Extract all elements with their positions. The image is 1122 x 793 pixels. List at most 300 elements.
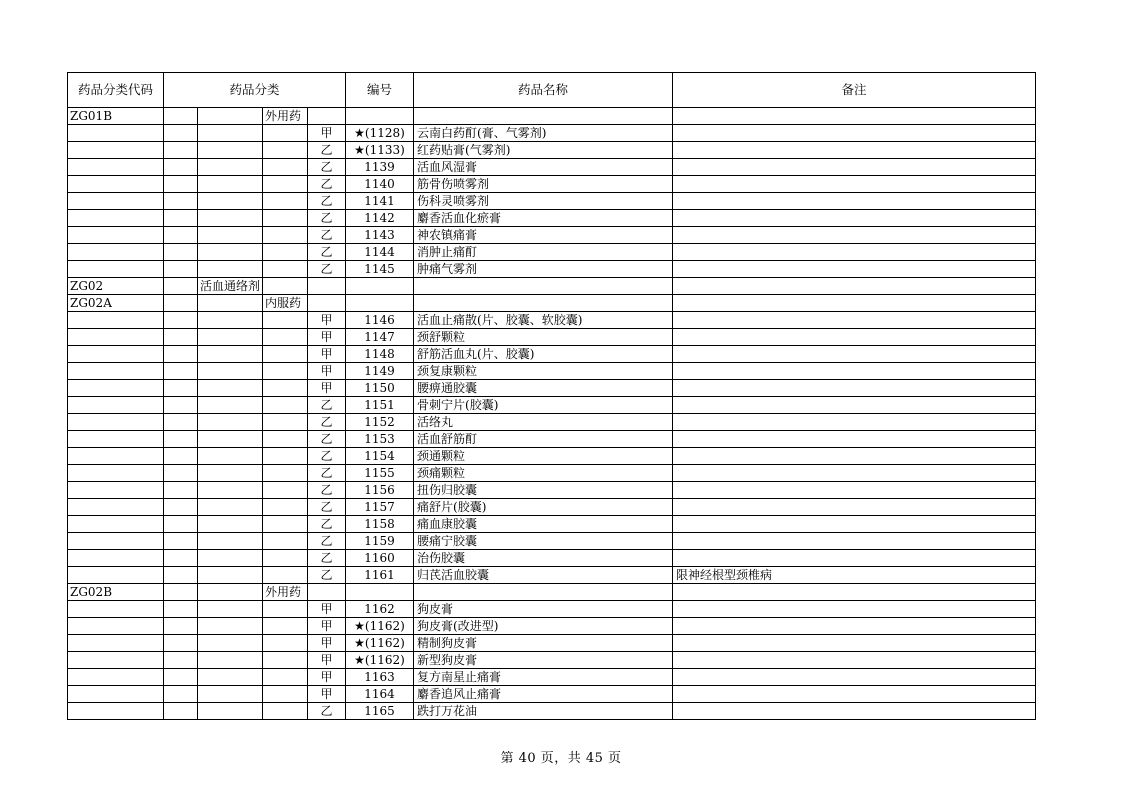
table-row bbox=[68, 312, 1036, 329]
cell-number: 1141 bbox=[346, 193, 414, 210]
table-row bbox=[68, 635, 1036, 652]
cell-category-level2 bbox=[198, 159, 263, 176]
cell-category-level3 bbox=[263, 380, 308, 397]
cell-grade: 乙 bbox=[308, 159, 346, 176]
table-row bbox=[68, 703, 1036, 720]
cell-category-level1 bbox=[164, 125, 198, 142]
cell-number: 1157 bbox=[346, 499, 414, 516]
cell-category-level1 bbox=[164, 414, 198, 431]
table-row bbox=[68, 142, 1036, 159]
cell-drug-name: 筋骨伤喷雾剂 bbox=[414, 176, 673, 193]
cell-code bbox=[68, 635, 164, 652]
table-row bbox=[68, 669, 1036, 686]
cell-drug-name bbox=[414, 584, 673, 601]
cell-note bbox=[673, 210, 1036, 227]
cell-note: 限神经根型颈椎病 bbox=[673, 567, 1036, 584]
cell-category-level2 bbox=[198, 448, 263, 465]
cell-drug-name: 痛舒片(胶囊) bbox=[414, 499, 673, 516]
cell-category-level2 bbox=[198, 176, 263, 193]
cell-number: 1155 bbox=[346, 465, 414, 482]
cell-category-level2 bbox=[198, 482, 263, 499]
cell-grade: 乙 bbox=[308, 193, 346, 210]
cell-grade: 甲 bbox=[308, 618, 346, 635]
cell-number: 1150 bbox=[346, 380, 414, 397]
cell-note bbox=[673, 278, 1036, 295]
table-row bbox=[68, 210, 1036, 227]
cell-number: 1162 bbox=[346, 601, 414, 618]
cell-category-level3 bbox=[263, 414, 308, 431]
cell-number: 1143 bbox=[346, 227, 414, 244]
cell-code bbox=[68, 550, 164, 567]
table-row bbox=[68, 482, 1036, 499]
cell-code bbox=[68, 482, 164, 499]
cell-category-level1 bbox=[164, 601, 198, 618]
cell-category-level2: 活血通络剂 bbox=[198, 278, 263, 295]
cell-category-level2 bbox=[198, 465, 263, 482]
cell-number: 1156 bbox=[346, 482, 414, 499]
cell-grade: 乙 bbox=[308, 210, 346, 227]
cell-category-level1 bbox=[164, 567, 198, 584]
cell-note bbox=[673, 516, 1036, 533]
cell-note bbox=[673, 295, 1036, 312]
cell-drug-name bbox=[414, 295, 673, 312]
cell-code bbox=[68, 618, 164, 635]
cell-note bbox=[673, 550, 1036, 567]
cell-category-level1 bbox=[164, 227, 198, 244]
cell-note bbox=[673, 159, 1036, 176]
cell-category-level1 bbox=[164, 363, 198, 380]
cell-number: 1139 bbox=[346, 159, 414, 176]
cell-category-level2 bbox=[198, 193, 263, 210]
cell-note bbox=[673, 533, 1036, 550]
header-row bbox=[68, 73, 1036, 108]
cell-number: 1151 bbox=[346, 397, 414, 414]
cell-code: ZG02B bbox=[68, 584, 164, 601]
cell-category-level3 bbox=[263, 516, 308, 533]
cell-note bbox=[673, 431, 1036, 448]
table-row bbox=[68, 431, 1036, 448]
cell-grade: 甲 bbox=[308, 635, 346, 652]
table-row bbox=[68, 533, 1036, 550]
cell-category-level1 bbox=[164, 431, 198, 448]
cell-category-level2 bbox=[198, 499, 263, 516]
cell-category-level3 bbox=[263, 193, 308, 210]
cell-number: ★(1133) bbox=[346, 142, 414, 159]
cell-code bbox=[68, 261, 164, 278]
cell-grade: 乙 bbox=[308, 176, 346, 193]
cell-category-level2 bbox=[198, 567, 263, 584]
cell-drug-name: 治伤胶囊 bbox=[414, 550, 673, 567]
table-row bbox=[68, 363, 1036, 380]
cell-category-level1 bbox=[164, 703, 198, 720]
table-row bbox=[68, 397, 1036, 414]
cell-code bbox=[68, 380, 164, 397]
cell-category-level3 bbox=[263, 499, 308, 516]
cell-code bbox=[68, 652, 164, 669]
cell-number: 1165 bbox=[346, 703, 414, 720]
table-row bbox=[68, 227, 1036, 244]
cell-number: 1149 bbox=[346, 363, 414, 380]
cell-category-level1 bbox=[164, 397, 198, 414]
cell-number bbox=[346, 584, 414, 601]
cell-drug-name: 颈舒颗粒 bbox=[414, 329, 673, 346]
cell-category-level2 bbox=[198, 669, 263, 686]
cell-note bbox=[673, 414, 1036, 431]
cell-number: 1163 bbox=[346, 669, 414, 686]
cell-category-level1 bbox=[164, 159, 198, 176]
cell-code bbox=[68, 210, 164, 227]
cell-number bbox=[346, 295, 414, 312]
cell-category-level2 bbox=[198, 431, 263, 448]
cell-grade: 甲 bbox=[308, 686, 346, 703]
cell-note bbox=[673, 329, 1036, 346]
cell-category-level1 bbox=[164, 550, 198, 567]
cell-note bbox=[673, 363, 1036, 380]
cell-drug-name: 云南白药酊(膏、气雾剂) bbox=[414, 125, 673, 142]
cell-note bbox=[673, 397, 1036, 414]
cell-number: 1145 bbox=[346, 261, 414, 278]
cell-category-level1 bbox=[164, 278, 198, 295]
cell-drug-name: 活血舒筋酊 bbox=[414, 431, 673, 448]
cell-category-level1 bbox=[164, 482, 198, 499]
cell-code bbox=[68, 397, 164, 414]
cell-drug-name: 扭伤归胶囊 bbox=[414, 482, 673, 499]
cell-grade: 甲 bbox=[308, 346, 346, 363]
table-row bbox=[68, 686, 1036, 703]
cell-number: ★(1162) bbox=[346, 635, 414, 652]
cell-note bbox=[673, 346, 1036, 363]
cell-drug-name: 肿痛气雾剂 bbox=[414, 261, 673, 278]
cell-grade: 乙 bbox=[308, 431, 346, 448]
cell-grade: 乙 bbox=[308, 533, 346, 550]
cell-category-level3 bbox=[263, 550, 308, 567]
table-row bbox=[68, 261, 1036, 278]
cell-code bbox=[68, 567, 164, 584]
cell-category-level3 bbox=[263, 686, 308, 703]
cell-category-level1 bbox=[164, 295, 198, 312]
table-row bbox=[68, 567, 1036, 584]
cell-note bbox=[673, 669, 1036, 686]
cell-code bbox=[68, 329, 164, 346]
cell-code bbox=[68, 465, 164, 482]
cell-grade: 甲 bbox=[308, 669, 346, 686]
cell-number: 1154 bbox=[346, 448, 414, 465]
cell-note bbox=[673, 261, 1036, 278]
cell-category-level1 bbox=[164, 142, 198, 159]
drug-list-table bbox=[67, 72, 1036, 720]
cell-grade: 乙 bbox=[308, 227, 346, 244]
cell-grade: 乙 bbox=[308, 516, 346, 533]
cell-number: 1140 bbox=[346, 176, 414, 193]
cell-number: ★(1162) bbox=[346, 652, 414, 669]
cell-category-level2 bbox=[198, 618, 263, 635]
cell-code: ZG02 bbox=[68, 278, 164, 295]
cell-grade bbox=[308, 278, 346, 295]
cell-code bbox=[68, 533, 164, 550]
cell-drug-name: 麝香活血化瘀膏 bbox=[414, 210, 673, 227]
cell-code bbox=[68, 669, 164, 686]
cell-category-level3 bbox=[263, 635, 308, 652]
cell-category-level1 bbox=[164, 465, 198, 482]
cell-note bbox=[673, 703, 1036, 720]
cell-number: 1142 bbox=[346, 210, 414, 227]
cell-category-level2 bbox=[198, 108, 263, 125]
cell-note bbox=[673, 499, 1036, 516]
cell-code bbox=[68, 499, 164, 516]
cell-category-level1 bbox=[164, 329, 198, 346]
cell-note bbox=[673, 448, 1036, 465]
cell-category-level2 bbox=[198, 533, 263, 550]
cell-category-level3 bbox=[263, 227, 308, 244]
cell-category-level3 bbox=[263, 176, 308, 193]
cell-category-level3 bbox=[263, 601, 308, 618]
cell-category-level1 bbox=[164, 635, 198, 652]
cell-category-level1 bbox=[164, 210, 198, 227]
cell-number: 1144 bbox=[346, 244, 414, 261]
table-row bbox=[68, 448, 1036, 465]
cell-code bbox=[68, 227, 164, 244]
cell-drug-name: 红药贴膏(气雾剂) bbox=[414, 142, 673, 159]
cell-category-level2 bbox=[198, 261, 263, 278]
cell-number: ★(1128) bbox=[346, 125, 414, 142]
cell-category-level3 bbox=[263, 210, 308, 227]
cell-grade: 乙 bbox=[308, 499, 346, 516]
cell-code bbox=[68, 176, 164, 193]
table-row bbox=[68, 346, 1036, 363]
page-number-footer: 第 40 页，共 45 页 bbox=[500, 751, 622, 766]
cell-number: 1164 bbox=[346, 686, 414, 703]
cell-note bbox=[673, 635, 1036, 652]
cell-drug-name: 舒筋活血丸(片、胶囊) bbox=[414, 346, 673, 363]
cell-grade: 甲 bbox=[308, 363, 346, 380]
cell-category-level1 bbox=[164, 108, 198, 125]
cell-number: ★(1162) bbox=[346, 618, 414, 635]
cell-note bbox=[673, 125, 1036, 142]
cell-drug-name: 新型狗皮膏 bbox=[414, 652, 673, 669]
cell-category-level3 bbox=[263, 159, 308, 176]
cell-category-level1 bbox=[164, 584, 198, 601]
cell-category-level2 bbox=[198, 601, 263, 618]
cell-code bbox=[68, 125, 164, 142]
cell-code: ZG02A bbox=[68, 295, 164, 312]
cell-note bbox=[673, 142, 1036, 159]
table-row bbox=[68, 618, 1036, 635]
table-row bbox=[68, 244, 1036, 261]
cell-number: 1158 bbox=[346, 516, 414, 533]
cell-drug-name: 狗皮膏(改进型) bbox=[414, 618, 673, 635]
cell-category-level2 bbox=[198, 550, 263, 567]
table-row bbox=[68, 159, 1036, 176]
table-row bbox=[68, 601, 1036, 618]
cell-drug-name: 精制狗皮膏 bbox=[414, 635, 673, 652]
cell-category-level2 bbox=[198, 244, 263, 261]
cell-category-level1 bbox=[164, 499, 198, 516]
cell-note bbox=[673, 176, 1036, 193]
cell-drug-name: 伤科灵喷雾剂 bbox=[414, 193, 673, 210]
cell-category-level1 bbox=[164, 618, 198, 635]
cell-grade: 乙 bbox=[308, 567, 346, 584]
cell-code: ZG01B bbox=[68, 108, 164, 125]
table-row bbox=[68, 108, 1036, 125]
cell-category-level3 bbox=[263, 533, 308, 550]
cell-category-level2 bbox=[198, 686, 263, 703]
cell-number bbox=[346, 108, 414, 125]
cell-category-level1 bbox=[164, 244, 198, 261]
cell-category-level3: 外用药 bbox=[263, 584, 308, 601]
header-name: 药品名称 bbox=[414, 73, 673, 108]
cell-drug-name bbox=[414, 278, 673, 295]
header-number: 编号 bbox=[346, 73, 414, 108]
cell-category-level3 bbox=[263, 397, 308, 414]
cell-category-level2 bbox=[198, 210, 263, 227]
cell-grade bbox=[308, 108, 346, 125]
cell-grade: 甲 bbox=[308, 312, 346, 329]
cell-grade: 乙 bbox=[308, 482, 346, 499]
cell-category-level2 bbox=[198, 397, 263, 414]
cell-number: 1159 bbox=[346, 533, 414, 550]
cell-category-level3 bbox=[263, 482, 308, 499]
table-body bbox=[68, 108, 1036, 720]
cell-category-level1 bbox=[164, 686, 198, 703]
cell-grade: 甲 bbox=[308, 329, 346, 346]
cell-note bbox=[673, 312, 1036, 329]
cell-code bbox=[68, 601, 164, 618]
cell-note bbox=[673, 108, 1036, 125]
cell-category-level1 bbox=[164, 652, 198, 669]
cell-grade: 甲 bbox=[308, 652, 346, 669]
cell-code bbox=[68, 159, 164, 176]
cell-category-level3: 内服药 bbox=[263, 295, 308, 312]
cell-category-level3 bbox=[263, 618, 308, 635]
cell-category-level2 bbox=[198, 346, 263, 363]
cell-category-level2 bbox=[198, 380, 263, 397]
cell-drug-name: 狗皮膏 bbox=[414, 601, 673, 618]
cell-grade: 乙 bbox=[308, 142, 346, 159]
cell-note bbox=[673, 686, 1036, 703]
cell-drug-name: 复方南星止痛膏 bbox=[414, 669, 673, 686]
cell-category-level3 bbox=[263, 125, 308, 142]
cell-drug-name: 活血止痛散(片、胶囊、软胶囊) bbox=[414, 312, 673, 329]
cell-category-level3 bbox=[263, 329, 308, 346]
cell-category-level3 bbox=[263, 278, 308, 295]
cell-category-level3 bbox=[263, 261, 308, 278]
cell-category-level3 bbox=[263, 448, 308, 465]
cell-number: 1160 bbox=[346, 550, 414, 567]
cell-category-level1 bbox=[164, 346, 198, 363]
table-row bbox=[68, 295, 1036, 312]
cell-drug-name: 消肿止痛酊 bbox=[414, 244, 673, 261]
cell-category-level2 bbox=[198, 703, 263, 720]
table-row bbox=[68, 329, 1036, 346]
cell-grade: 甲 bbox=[308, 601, 346, 618]
cell-category-level2 bbox=[198, 329, 263, 346]
cell-drug-name: 腰痹通胶囊 bbox=[414, 380, 673, 397]
cell-code bbox=[68, 414, 164, 431]
cell-number: 1152 bbox=[346, 414, 414, 431]
table-row bbox=[68, 193, 1036, 210]
cell-code bbox=[68, 346, 164, 363]
cell-code bbox=[68, 312, 164, 329]
cell-number: 1146 bbox=[346, 312, 414, 329]
cell-category-level2 bbox=[198, 125, 263, 142]
cell-code bbox=[68, 448, 164, 465]
cell-drug-name: 痛血康胶囊 bbox=[414, 516, 673, 533]
cell-category-level3 bbox=[263, 465, 308, 482]
cell-note bbox=[673, 380, 1036, 397]
cell-grade: 甲 bbox=[308, 380, 346, 397]
cell-category-level3 bbox=[263, 431, 308, 448]
cell-category-level3: 外用药 bbox=[263, 108, 308, 125]
cell-number: 1161 bbox=[346, 567, 414, 584]
cell-drug-name: 颈痛颗粒 bbox=[414, 465, 673, 482]
cell-category-level2 bbox=[198, 227, 263, 244]
cell-category-level3 bbox=[263, 142, 308, 159]
cell-grade: 乙 bbox=[308, 414, 346, 431]
table-row bbox=[68, 550, 1036, 567]
cell-grade: 乙 bbox=[308, 448, 346, 465]
table-row bbox=[68, 499, 1036, 516]
cell-grade: 甲 bbox=[308, 125, 346, 142]
cell-grade: 乙 bbox=[308, 244, 346, 261]
cell-grade: 乙 bbox=[308, 550, 346, 567]
cell-category-level3 bbox=[263, 363, 308, 380]
cell-note bbox=[673, 227, 1036, 244]
cell-note bbox=[673, 482, 1036, 499]
header-code: 药品分类代码 bbox=[68, 73, 164, 108]
table-row bbox=[68, 465, 1036, 482]
cell-drug-name: 神农镇痛膏 bbox=[414, 227, 673, 244]
cell-grade bbox=[308, 584, 346, 601]
cell-drug-name bbox=[414, 108, 673, 125]
cell-drug-name: 腰痛宁胶囊 bbox=[414, 533, 673, 550]
cell-category-level2 bbox=[198, 584, 263, 601]
cell-code bbox=[68, 244, 164, 261]
cell-code bbox=[68, 363, 164, 380]
table-row bbox=[68, 584, 1036, 601]
cell-category-level1 bbox=[164, 193, 198, 210]
cell-category-level2 bbox=[198, 652, 263, 669]
header-category: 药品分类 bbox=[164, 73, 346, 108]
cell-code bbox=[68, 703, 164, 720]
cell-category-level2 bbox=[198, 295, 263, 312]
cell-category-level3 bbox=[263, 244, 308, 261]
cell-note bbox=[673, 618, 1036, 635]
cell-code bbox=[68, 431, 164, 448]
cell-category-level3 bbox=[263, 312, 308, 329]
cell-drug-name: 麝香追风止痛膏 bbox=[414, 686, 673, 703]
cell-code bbox=[68, 142, 164, 159]
cell-category-level1 bbox=[164, 516, 198, 533]
cell-note bbox=[673, 465, 1036, 482]
cell-category-level1 bbox=[164, 380, 198, 397]
cell-grade: 乙 bbox=[308, 261, 346, 278]
cell-category-level2 bbox=[198, 414, 263, 431]
cell-category-level3 bbox=[263, 669, 308, 686]
cell-category-level3 bbox=[263, 567, 308, 584]
cell-category-level1 bbox=[164, 261, 198, 278]
cell-category-level3 bbox=[263, 346, 308, 363]
cell-drug-name: 活络丸 bbox=[414, 414, 673, 431]
header-note: 备注 bbox=[673, 73, 1036, 108]
cell-category-level2 bbox=[198, 312, 263, 329]
cell-drug-name: 颈复康颗粒 bbox=[414, 363, 673, 380]
cell-category-level2 bbox=[198, 635, 263, 652]
cell-grade bbox=[308, 295, 346, 312]
cell-drug-name: 归芪活血胶囊 bbox=[414, 567, 673, 584]
cell-code bbox=[68, 686, 164, 703]
cell-number: 1147 bbox=[346, 329, 414, 346]
cell-number bbox=[346, 278, 414, 295]
